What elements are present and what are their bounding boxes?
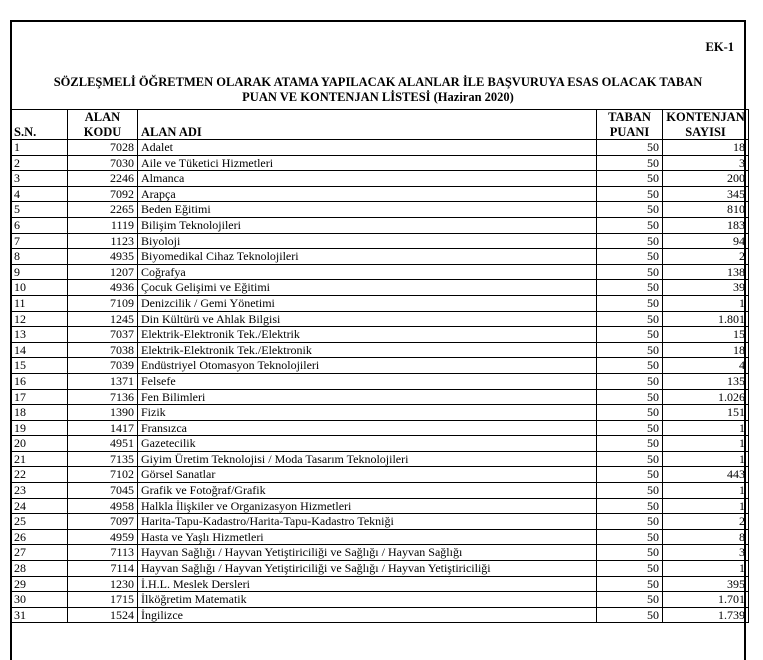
cell-alan-adi: Fizik <box>138 405 597 421</box>
cell-sn: 16 <box>11 373 68 389</box>
cell-alan-kodu: 7109 <box>68 295 138 311</box>
table-header-row <box>11 110 749 140</box>
cell-taban-puani: 50 <box>597 295 663 311</box>
cell-kontenjan: 1.026 <box>663 389 749 405</box>
cell-taban-puani: 50 <box>597 576 663 592</box>
cell-kontenjan: 4 <box>663 358 749 374</box>
cell-taban-puani: 50 <box>597 467 663 483</box>
table-row <box>11 171 749 187</box>
cell-sn: 5 <box>11 202 68 218</box>
cell-taban-puani: 50 <box>597 311 663 327</box>
cell-kontenjan: 200 <box>663 171 749 187</box>
table-row <box>11 342 749 358</box>
cell-alan-adi: Elektrik-Elektronik Tek./Elektronik <box>138 342 597 358</box>
cell-alan-adi: Felsefe <box>138 373 597 389</box>
cell-kontenjan: 151 <box>663 405 749 421</box>
table-row <box>11 217 749 233</box>
cell-alan-adi: Halkla İlişkiler ve Organizasyon Hizmetleri <box>138 498 597 514</box>
cell-sn: 22 <box>11 467 68 483</box>
cell-alan-kodu: 4935 <box>68 249 138 265</box>
cell-alan-kodu: 7030 <box>68 155 138 171</box>
table-row <box>11 233 749 249</box>
cell-alan-kodu: 7113 <box>68 545 138 561</box>
cell-taban-puani: 50 <box>597 389 663 405</box>
cell-sn: 27 <box>11 545 68 561</box>
table-row <box>11 545 749 561</box>
table-row <box>11 140 749 156</box>
table-row <box>11 514 749 530</box>
cell-alan-adi: Aile ve Tüketici Hizmetleri <box>138 155 597 171</box>
table-row <box>11 592 749 608</box>
cell-taban-puani: 50 <box>597 186 663 202</box>
cell-kontenjan: 1.701 <box>663 592 749 608</box>
cell-alan-kodu: 7114 <box>68 561 138 577</box>
cell-taban-puani: 50 <box>597 233 663 249</box>
cell-sn: 23 <box>11 483 68 499</box>
header-taban-puani: TABAN PUANI <box>597 110 663 140</box>
cell-alan-kodu: 7092 <box>68 186 138 202</box>
cell-taban-puani: 50 <box>597 592 663 608</box>
cell-sn: 26 <box>11 529 68 545</box>
cell-kontenjan: 1 <box>663 436 749 452</box>
table-row <box>11 186 749 202</box>
cell-kontenjan: 2 <box>663 514 749 530</box>
table-row <box>11 483 749 499</box>
cell-alan-kodu: 4959 <box>68 529 138 545</box>
cell-sn: 8 <box>11 249 68 265</box>
cell-alan-adi: Harita-Tapu-Kadastro/Harita-Tapu-Kadastro Tekniği <box>138 514 597 530</box>
cell-sn: 19 <box>11 420 68 436</box>
cell-kontenjan: 18 <box>663 342 749 358</box>
cell-alan-adi: Biyoloji <box>138 233 597 249</box>
table-row <box>11 420 749 436</box>
table-row <box>11 576 749 592</box>
cell-alan-kodu: 7102 <box>68 467 138 483</box>
cell-sn: 6 <box>11 217 68 233</box>
table-row <box>11 467 749 483</box>
cell-alan-adi: İlköğretim Matematik <box>138 592 597 608</box>
table-row <box>11 451 749 467</box>
cell-taban-puani: 50 <box>597 498 663 514</box>
cell-alan-adi: Hayvan Sağlığı / Hayvan Yetiştiriciliği ve Sağlığı / Hayvan Yetiştiriciliği <box>138 561 597 577</box>
title-line-2: PUAN VE KONTENJAN LİSTESİ (Haziran 2020) <box>242 90 514 104</box>
cell-kontenjan: 1.801 <box>663 311 749 327</box>
header-kontenjan-sayisi: KONTENJAN SAYISI <box>663 110 749 140</box>
cell-alan-adi: Çocuk Gelişimi ve Eğitimi <box>138 280 597 296</box>
cell-kontenjan: 1 <box>663 295 749 311</box>
cell-alan-adi: Görsel Sanatlar <box>138 467 597 483</box>
cell-kontenjan: 1 <box>663 498 749 514</box>
cell-alan-kodu: 1715 <box>68 592 138 608</box>
cell-alan-adi: Beden Eğitimi <box>138 202 597 218</box>
cell-sn: 12 <box>11 311 68 327</box>
cell-sn: 21 <box>11 451 68 467</box>
cell-alan-kodu: 7136 <box>68 389 138 405</box>
cell-alan-kodu: 4958 <box>68 498 138 514</box>
cell-alan-kodu: 1119 <box>68 217 138 233</box>
cell-sn: 14 <box>11 342 68 358</box>
cell-sn: 2 <box>11 155 68 171</box>
cell-taban-puani: 50 <box>597 202 663 218</box>
table-row <box>11 264 749 280</box>
cell-sn: 29 <box>11 576 68 592</box>
cell-kontenjan: 3 <box>663 545 749 561</box>
cell-kontenjan: 1 <box>663 420 749 436</box>
cell-alan-kodu: 7028 <box>68 140 138 156</box>
cell-kontenjan: 8 <box>663 529 749 545</box>
table-row <box>11 358 749 374</box>
cell-sn: 7 <box>11 233 68 249</box>
cell-kontenjan: 138 <box>663 264 749 280</box>
cell-alan-adi: Denizcilik / Gemi Yönetimi <box>138 295 597 311</box>
cell-sn: 30 <box>11 592 68 608</box>
cell-alan-adi: Fransızca <box>138 420 597 436</box>
table-row <box>11 529 749 545</box>
cell-kontenjan: 39 <box>663 280 749 296</box>
cell-alan-kodu: 1524 <box>68 607 138 623</box>
cell-taban-puani: 50 <box>597 155 663 171</box>
cell-kontenjan: 18 <box>663 140 749 156</box>
cell-alan-adi: İ.H.L. Meslek Dersleri <box>138 576 597 592</box>
header-sn: S.N. <box>11 110 68 140</box>
cell-alan-kodu: 7037 <box>68 327 138 343</box>
cell-taban-puani: 50 <box>597 436 663 452</box>
cell-kontenjan: 15 <box>663 327 749 343</box>
document-title <box>12 75 744 105</box>
cell-alan-adi: Bilişim Teknolojileri <box>138 217 597 233</box>
cell-taban-puani: 50 <box>597 217 663 233</box>
table-row <box>11 373 749 389</box>
cell-sn: 4 <box>11 186 68 202</box>
cell-kontenjan: 443 <box>663 467 749 483</box>
cell-alan-adi: Elektrik-Elektronik Tek./Elektrik <box>138 327 597 343</box>
cell-alan-kodu: 1230 <box>68 576 138 592</box>
cell-taban-puani: 50 <box>597 607 663 623</box>
table-row <box>11 155 749 171</box>
cell-taban-puani: 50 <box>597 280 663 296</box>
table-row <box>11 498 749 514</box>
table-row <box>11 202 749 218</box>
cell-taban-puani: 50 <box>597 545 663 561</box>
cell-kontenjan: 94 <box>663 233 749 249</box>
header-alan-kodu: ALAN KODU <box>68 110 138 140</box>
cell-sn: 13 <box>11 327 68 343</box>
title-line-1: SÖZLEŞMELİ ÖĞRETMEN OLARAK ATAMA YAPILACAK ALANLAR İLE BAŞVURUYA ESAS OLACAK TABAN <box>53 75 703 89</box>
cell-alan-kodu: 1245 <box>68 311 138 327</box>
table-row <box>11 607 749 623</box>
cell-taban-puani: 50 <box>597 561 663 577</box>
cell-sn: 1 <box>11 140 68 156</box>
cell-alan-kodu: 1371 <box>68 373 138 389</box>
cell-alan-kodu: 1123 <box>68 233 138 249</box>
cell-sn: 20 <box>11 436 68 452</box>
cell-alan-adi: Fen Bilimleri <box>138 389 597 405</box>
cell-kontenjan: 2 <box>663 249 749 265</box>
cell-alan-kodu: 1207 <box>68 264 138 280</box>
cell-alan-adi: Hayvan Sağlığı / Hayvan Yetiştiriciliği ve Sağlığı / Hayvan Sağlığı <box>138 545 597 561</box>
table-row <box>11 327 749 343</box>
table-row <box>11 436 749 452</box>
annex-label: EK-1 <box>705 40 734 54</box>
cell-taban-puani: 50 <box>597 420 663 436</box>
cell-sn: 24 <box>11 498 68 514</box>
cell-alan-kodu: 4951 <box>68 436 138 452</box>
cell-sn: 17 <box>11 389 68 405</box>
cell-taban-puani: 50 <box>597 264 663 280</box>
table-row <box>11 561 749 577</box>
cell-alan-adi: Adalet <box>138 140 597 156</box>
cell-alan-adi: Grafik ve Fotoğraf/Grafik <box>138 483 597 499</box>
cell-sn: 3 <box>11 171 68 187</box>
cell-taban-puani: 50 <box>597 249 663 265</box>
cell-kontenjan: 1 <box>663 561 749 577</box>
cell-kontenjan: 1.739 <box>663 607 749 623</box>
table-body <box>11 140 749 623</box>
cell-alan-kodu: 1417 <box>68 420 138 436</box>
table-row <box>11 389 749 405</box>
cell-alan-adi: Hasta ve Yaşlı Hizmetleri <box>138 529 597 545</box>
cell-taban-puani: 50 <box>597 529 663 545</box>
cell-taban-puani: 50 <box>597 514 663 530</box>
table-row <box>11 249 749 265</box>
cell-alan-kodu: 7045 <box>68 483 138 499</box>
cell-alan-kodu: 1390 <box>68 405 138 421</box>
cell-taban-puani: 50 <box>597 140 663 156</box>
table-row <box>11 280 749 296</box>
cell-alan-kodu: 7135 <box>68 451 138 467</box>
cell-alan-adi: Endüstriyel Otomasyon Teknolojileri <box>138 358 597 374</box>
cell-alan-adi: İngilizce <box>138 607 597 623</box>
cell-alan-kodu: 2265 <box>68 202 138 218</box>
cell-taban-puani: 50 <box>597 373 663 389</box>
cell-sn: 25 <box>11 514 68 530</box>
cell-alan-kodu: 7038 <box>68 342 138 358</box>
cell-kontenjan: 810 <box>663 202 749 218</box>
cell-alan-kodu: 7097 <box>68 514 138 530</box>
cell-alan-adi: Gazetecilik <box>138 436 597 452</box>
quota-table <box>10 109 749 623</box>
cell-alan-adi: Arapça <box>138 186 597 202</box>
cell-taban-puani: 50 <box>597 171 663 187</box>
table-row <box>11 405 749 421</box>
cell-sn: 28 <box>11 561 68 577</box>
cell-alan-kodu: 4936 <box>68 280 138 296</box>
cell-alan-adi: Coğrafya <box>138 264 597 280</box>
cell-kontenjan: 345 <box>663 186 749 202</box>
cell-taban-puani: 50 <box>597 327 663 343</box>
table-row <box>11 311 749 327</box>
cell-taban-puani: 50 <box>597 451 663 467</box>
cell-kontenjan: 395 <box>663 576 749 592</box>
cell-alan-adi: Almanca <box>138 171 597 187</box>
cell-taban-puani: 50 <box>597 358 663 374</box>
cell-alan-kodu: 2246 <box>68 171 138 187</box>
cell-sn: 10 <box>11 280 68 296</box>
cell-sn: 9 <box>11 264 68 280</box>
cell-sn: 18 <box>11 405 68 421</box>
cell-kontenjan: 183 <box>663 217 749 233</box>
cell-kontenjan: 1 <box>663 451 749 467</box>
cell-kontenjan: 3 <box>663 155 749 171</box>
document-frame <box>10 20 746 660</box>
cell-kontenjan: 135 <box>663 373 749 389</box>
cell-taban-puani: 50 <box>597 342 663 358</box>
cell-sn: 31 <box>11 607 68 623</box>
cell-taban-puani: 50 <box>597 483 663 499</box>
cell-kontenjan: 1 <box>663 483 749 499</box>
cell-sn: 11 <box>11 295 68 311</box>
table-row <box>11 295 749 311</box>
cell-alan-adi: Biyomedikal Cihaz Teknolojileri <box>138 249 597 265</box>
header-alan-adi: ALAN ADI <box>138 110 597 140</box>
cell-alan-adi: Din Kültürü ve Ahlak Bilgisi <box>138 311 597 327</box>
cell-taban-puani: 50 <box>597 405 663 421</box>
cell-sn: 15 <box>11 358 68 374</box>
cell-alan-adi: Giyim Üretim Teknolojisi / Moda Tasarım Teknolojileri <box>138 451 597 467</box>
cell-alan-kodu: 7039 <box>68 358 138 374</box>
